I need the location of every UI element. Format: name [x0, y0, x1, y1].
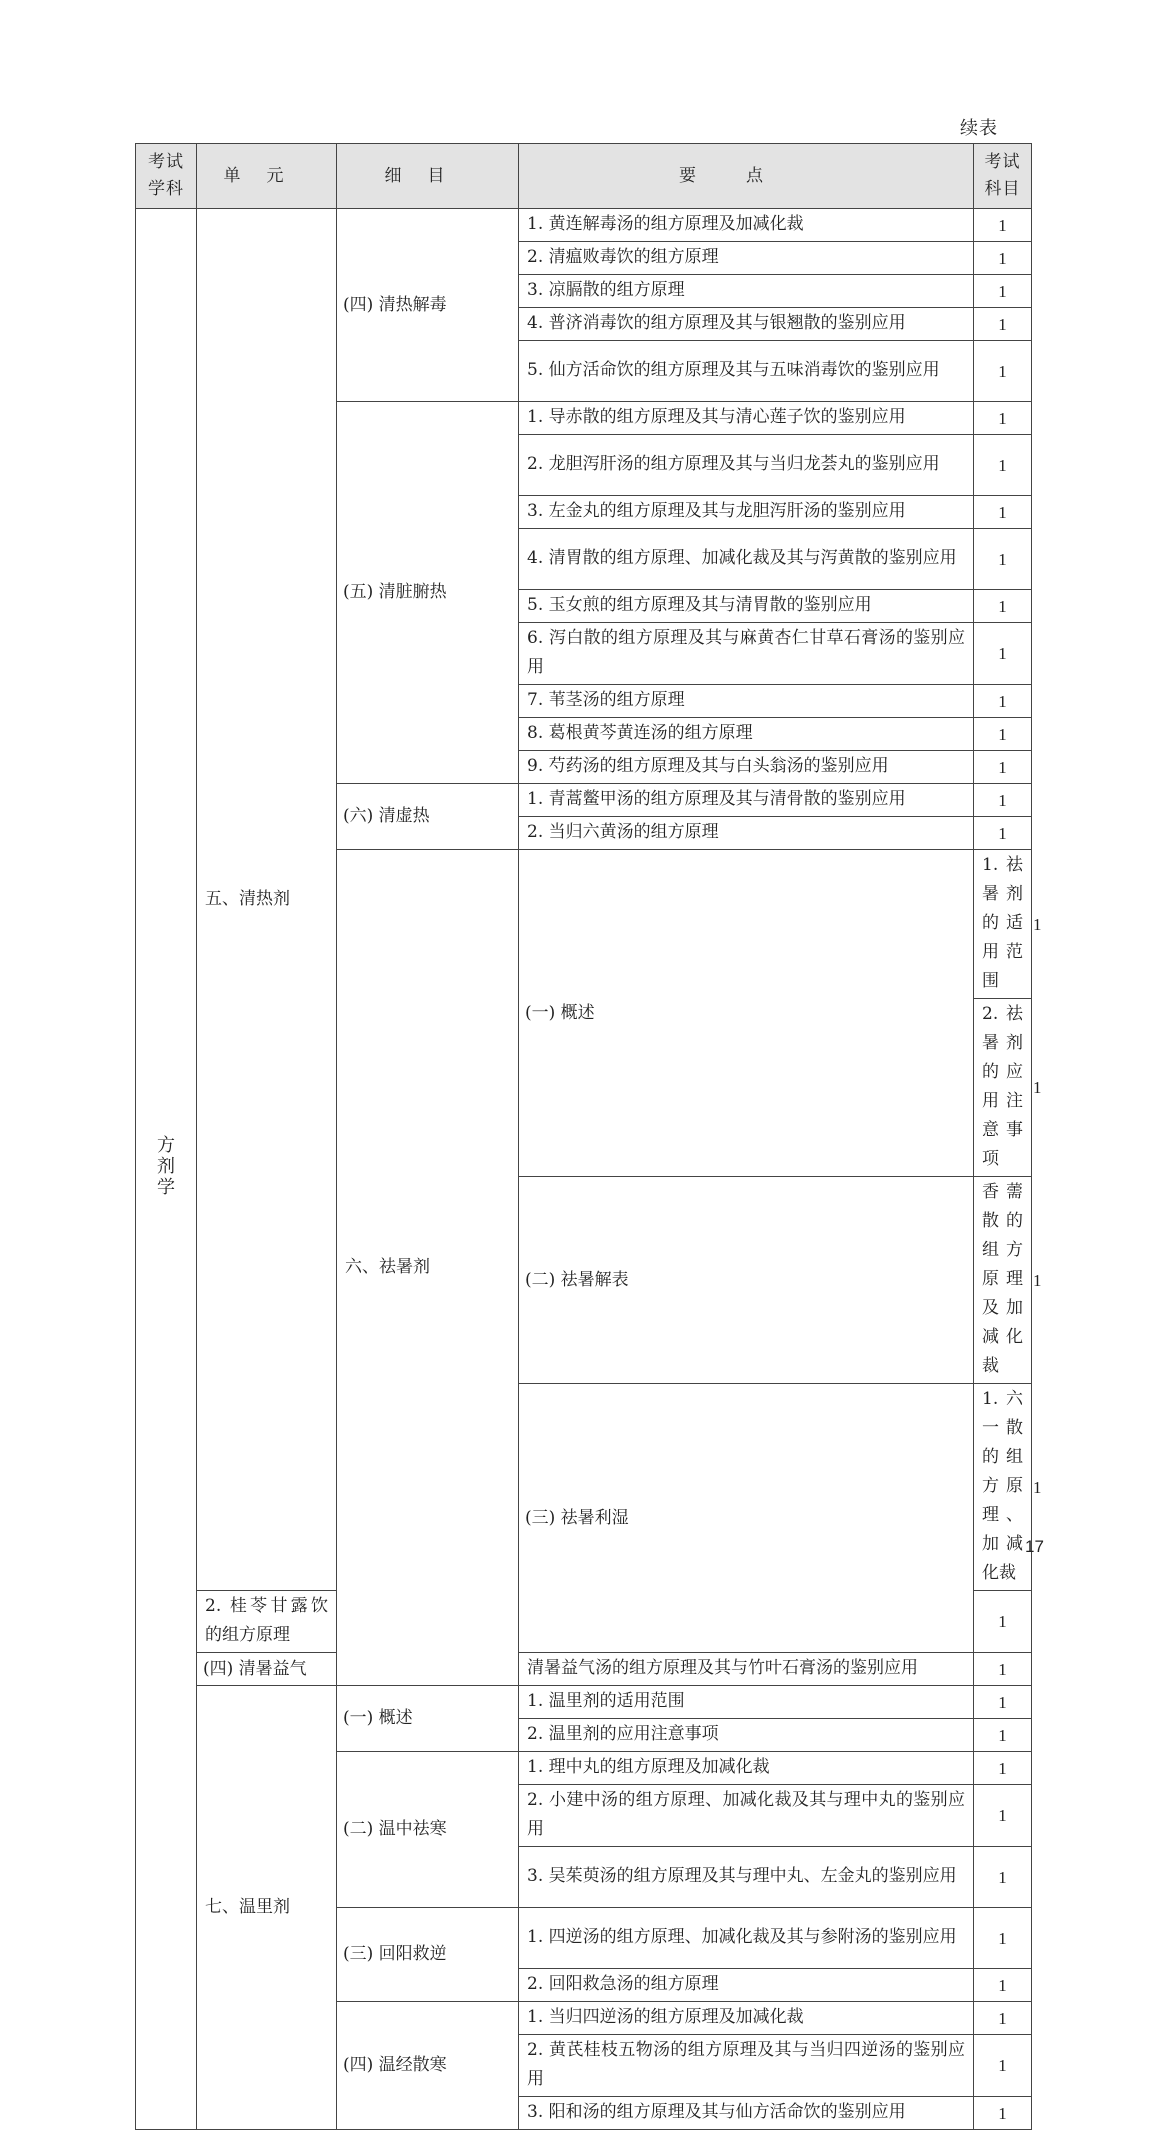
header-subject [136, 144, 197, 209]
point-cell: 3. 阳和汤的组方原理及其与仙方活命饮的鉴别应用 [519, 2097, 974, 2130]
exam-subject-cell: 1 [974, 275, 1032, 308]
point-cell: 8. 葛根黄芩黄连汤的组方原理 [519, 718, 974, 751]
exam-subject-cell: 1 [974, 1969, 1032, 2002]
detail-cell: (二) 温中祛寒 [337, 1752, 519, 1908]
point-cell: 1. 青蒿鳖甲汤的组方原理及其与清骨散的鉴别应用 [519, 784, 974, 817]
point-cell: 2. 祛暑剂的应用注意事项 [974, 999, 1032, 1177]
point-cell: 2. 小建中汤的组方原理、加减化裁及其与理中丸的鉴别应用 [519, 1785, 974, 1847]
exam-subject-cell: 1 [974, 1653, 1032, 1686]
point-cell: 1. 导赤散的组方原理及其与清心莲子饮的鉴别应用 [519, 402, 974, 435]
point-cell: 1. 黄连解毒汤的组方原理及加减化裁 [519, 209, 974, 242]
detail-cell: (四) 温经散寒 [337, 2002, 519, 2130]
table-row: 六、祛暑剂 (一) 概述 1. 祛暑剂的适用范围 1 [136, 850, 1032, 999]
detail-cell: (五) 清脏腑热 [337, 402, 519, 784]
table-row [136, 209, 1032, 242]
header-row [136, 144, 1032, 209]
exam-subject-cell: 1 [974, 1686, 1032, 1719]
header-unit: 单元 [197, 144, 337, 209]
table-row [136, 1686, 1032, 1719]
point-cell: 5. 仙方活命饮的组方原理及其与五味消毒饮的鉴别应用 [519, 341, 974, 402]
point-cell: 4. 普济消毒饮的组方原理及其与银翘散的鉴别应用 [519, 308, 974, 341]
exam-subject-cell: 1 [974, 1908, 1032, 1969]
exam-subject-cell: 1 [974, 496, 1032, 529]
unit-cell: 五、清热剂 [197, 209, 337, 1591]
exam-subject-cell: 1 [974, 435, 1032, 496]
exam-subject-cell: 1 [974, 817, 1032, 850]
detail-cell: (四) 清暑益气 [197, 1653, 337, 1686]
header-exam-subject [974, 144, 1032, 209]
point-cell: 3. 吴茱萸汤的组方原理及其与理中丸、左金丸的鉴别应用 [519, 1847, 974, 1908]
exam-subject-cell: 1 [974, 590, 1032, 623]
exam-subject-cell: 1 [974, 1719, 1032, 1752]
table-body [136, 209, 1042, 2130]
detail-cell: (三) 祛暑利湿 [519, 1384, 974, 1653]
point-cell: 1. 理中丸的组方原理及加减化裁 [519, 1752, 974, 1785]
header-detail: 细目 [337, 144, 519, 209]
subject-text: 方剂学 [157, 1135, 175, 1198]
point-cell: 2. 回阳救急汤的组方原理 [519, 1969, 974, 2002]
point-cell: 2. 温里剂的应用注意事项 [519, 1719, 974, 1752]
point-cell: 2. 当归六黄汤的组方原理 [519, 817, 974, 850]
exam-subject-cell: 1 [974, 2002, 1032, 2035]
point-cell: 5. 玉女煎的组方原理及其与清胃散的鉴别应用 [519, 590, 974, 623]
table-row: 2. 祛暑剂的应用注意事项 1 [136, 999, 1032, 1177]
point-cell: 4. 清胃散的组方原理、加减化裁及其与泻黄散的鉴别应用 [519, 529, 974, 590]
point-cell: 1. 六一散的组方原理、加减化裁 [974, 1384, 1032, 1591]
exam-subject-cell: 1 [974, 685, 1032, 718]
exam-subject-cell: 1 [974, 751, 1032, 784]
point-cell: 2. 桂苓甘露饮的组方原理 [197, 1591, 337, 1653]
detail-cell: (一) 概述 [337, 1686, 519, 1752]
detail-cell: (三) 回阳救逆 [337, 1908, 519, 2002]
detail-cell: (一) 概述 [519, 850, 974, 1177]
point-cell: 清暑益气汤的组方原理及其与竹叶石膏汤的鉴别应用 [519, 1653, 974, 1686]
page-number: 17 [1025, 1537, 1044, 1556]
exam-subject-cell: 1 [974, 2097, 1032, 2130]
exam-subject-cell: 1 [974, 718, 1032, 751]
table-row: (二) 祛暑解表 香薷散的组方原理及加减化裁 1 [136, 1177, 1032, 1384]
point-cell: 1. 当归四逆汤的组方原理及加减化裁 [519, 2002, 974, 2035]
header-subject-text: 考试学科 [148, 152, 184, 199]
exam-subject-cell: 1 [974, 2035, 1032, 2097]
detail-cell: (六) 清虚热 [337, 784, 519, 850]
point-cell: 6. 泻白散的组方原理及其与麻黄杏仁甘草石膏汤的鉴别应用 [519, 623, 974, 685]
exam-subject-cell: 1 [974, 529, 1032, 590]
detail-cell: (四) 清热解毒 [337, 209, 519, 402]
point-cell: 1. 祛暑剂的适用范围 [974, 850, 1032, 999]
exam-subject-cell: 1 [974, 1752, 1032, 1785]
exam-subject-cell: 1 [974, 242, 1032, 275]
table-row [136, 1653, 1032, 1686]
point-cell: 2. 黄芪桂枝五物汤的组方原理及其与当归四逆汤的鉴别应用 [519, 2035, 974, 2097]
exam-subject-cell: 1 [974, 402, 1032, 435]
unit-cell: 六、祛暑剂 [337, 850, 519, 1686]
point-cell: 3. 凉膈散的组方原理 [519, 275, 974, 308]
point-cell: 香薷散的组方原理及加减化裁 [974, 1177, 1032, 1384]
unit-cell: 七、温里剂 [197, 1686, 337, 2130]
exam-subject-cell: 1 [974, 1591, 1032, 1653]
point-cell: 3. 左金丸的组方原理及其与龙胆泻肝汤的鉴别应用 [519, 496, 974, 529]
exam-subject-cell: 1 [974, 1785, 1032, 1847]
continued-label: 续表 [960, 118, 998, 139]
header-points: 要点 [519, 144, 974, 209]
exam-subject-cell: 1 [974, 308, 1032, 341]
point-cell: 1. 四逆汤的组方原理、加减化裁及其与参附汤的鉴别应用 [519, 1908, 974, 1969]
point-cell: 2. 龙胆泻肝汤的组方原理及其与当归龙荟丸的鉴别应用 [519, 435, 974, 496]
exam-subject-cell: 1 [974, 1847, 1032, 1908]
table-row: (三) 祛暑利湿 1. 六一散的组方原理、加减化裁 1 [136, 1384, 1032, 1591]
exam-subject-cell: 1 [974, 623, 1032, 685]
point-cell: 2. 清瘟败毒饮的组方原理 [519, 242, 974, 275]
detail-cell: (二) 祛暑解表 [519, 1177, 974, 1384]
exam-subject-cell: 1 [974, 341, 1032, 402]
syllabus-table [135, 143, 1042, 2130]
header-exam-subject-text: 考试科目 [984, 152, 1021, 199]
subject-cell [136, 209, 197, 2130]
point-cell: 9. 芍药汤的组方原理及其与白头翁汤的鉴别应用 [519, 751, 974, 784]
point-cell: 7. 苇茎汤的组方原理 [519, 685, 974, 718]
point-cell: 1. 温里剂的适用范围 [519, 1686, 974, 1719]
exam-subject-cell: 1 [974, 209, 1032, 242]
exam-subject-cell: 1 [974, 784, 1032, 817]
